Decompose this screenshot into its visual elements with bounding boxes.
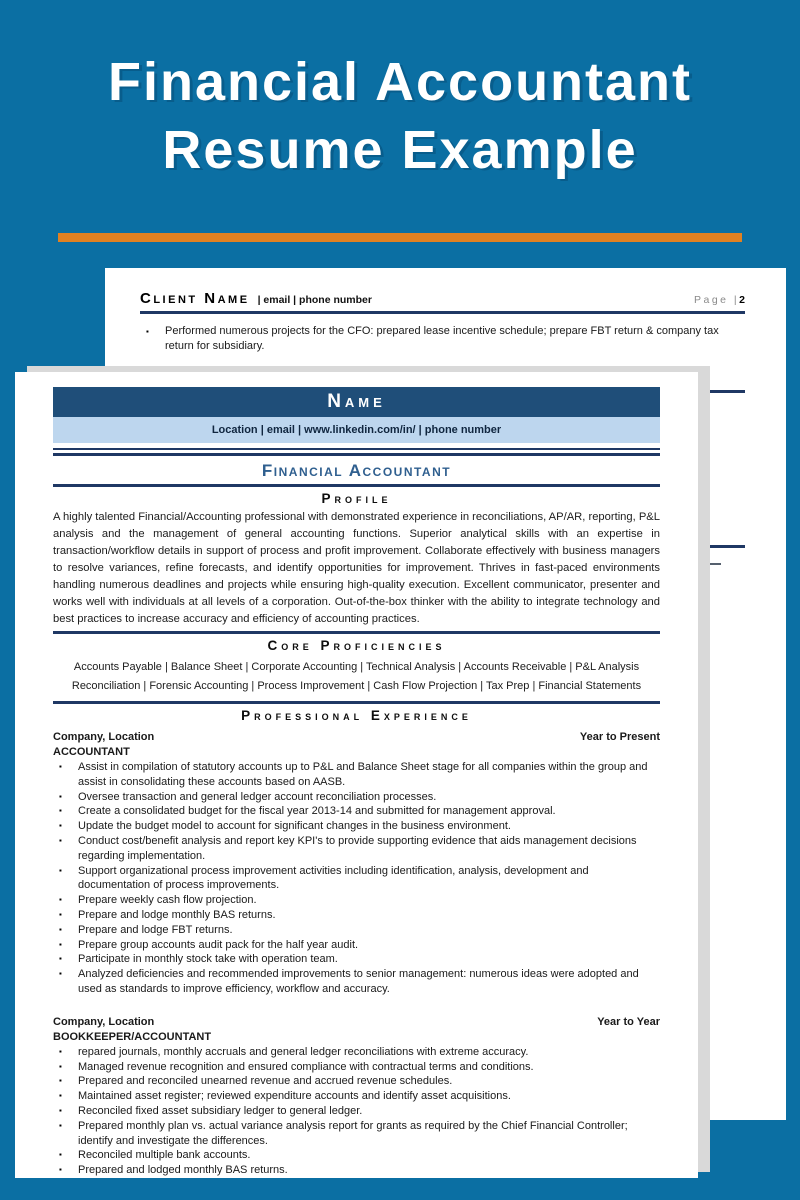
profile-heading: Profile <box>321 491 392 506</box>
poster-title-line-2: Resume Example <box>162 120 638 180</box>
page-indicator <box>694 294 745 306</box>
profile-paragraph: A highly talented Financial/Accounting professional with demonstrated experience in reconciliations, AP/AR, reporting, P&L analysis and the management of general accounting functions. Superior analytical skills with an expertise in transaction/workflow details in support of process and profit improvement. Collaborate effectively with business managers to resolve variances, refine forecasts, and identify opportunities for improvement. Thrives in fast-paced environments handling numerous deadlines and projects while ensuring high-quality execution. Excellent communicator, presenter and works well with individuals at all levels of a corporation. Out-of-the-box thinker with the ability to integrate technology and best practices to increase accuracy and efficiency of accounting practices. <box>53 511 660 625</box>
bullet-item: ▪ Prepare group accounts audit pack for the half year audit. <box>53 938 660 953</box>
client-name: Client Name <box>140 290 250 307</box>
bullet-item: ▪ Maintained asset register; reviewed expenditure accounts and identify asset acquisitions. <box>53 1089 660 1104</box>
bullet-item: ▪ Reconciled fixed asset subsidiary ledger to general ledger. <box>53 1104 660 1119</box>
bullet-item: ▪ Oversee transaction and general ledger account reconciliation processes. <box>53 790 660 805</box>
page-indicator-label: Page | <box>693 294 740 306</box>
page2-bullet-list <box>140 324 745 355</box>
bullet-item: ▪ Conduct cost/benefit analysis and report key KPI's to provide supporting evidence that aids management decisions regarding implementation. <box>53 834 660 864</box>
page2-header <box>140 290 745 307</box>
contact-line: Location | email | www.linkedin.com/in/ | phone number <box>211 424 502 436</box>
section-rule <box>53 631 660 634</box>
orange-divider-bar <box>58 233 742 242</box>
job-entry-accountant <box>53 730 660 997</box>
job-dates: Year to Present <box>579 731 660 743</box>
page2-line-fragment <box>710 563 721 565</box>
bullet-item: ▪ Create a consolidated budget for the fiscal year 2013-14 and submitted for management approval. <box>53 804 660 819</box>
bullet-item: ▪ Update the budget model to account for significant changes in the business environment. <box>53 819 660 834</box>
job-dates: Year to Year <box>597 1015 660 1028</box>
poster-title <box>0 48 800 184</box>
double-rule <box>53 448 660 456</box>
job-header <box>53 1015 660 1030</box>
job-company: Company, Location <box>53 731 155 743</box>
role-title: Financial Accountant <box>261 461 452 480</box>
bullet-item: ▪ Performed numerous projects for the CFO: prepared lease incentive schedule; prepare FBT return & company tax return for subsidiary. <box>140 324 745 355</box>
bullet-item: ▪ Prepare weekly cash flow projection. <box>53 893 660 908</box>
section-rule <box>53 484 660 487</box>
job-header <box>53 730 660 745</box>
job-entry-bookkeeper <box>53 1015 660 1178</box>
contact-banner <box>53 417 660 443</box>
page-indicator-number: 2 <box>739 294 745 306</box>
client-contact: | email | phone number <box>257 294 372 306</box>
job-company: Company, Location <box>53 1015 155 1028</box>
job-bullet-list <box>53 1045 660 1178</box>
candidate-name: Name <box>327 391 386 412</box>
job-spacer <box>53 997 660 1009</box>
job-bullet-list <box>53 760 660 997</box>
section-rule <box>53 701 660 704</box>
bullet-item: ▪ Prepare and lodge FBT returns. <box>53 923 660 938</box>
bullet-item: ▪ Prepared monthly plan vs. actual variance analysis report for grants as required by the Chief Financial Controller; identify and investigate the differences. <box>53 1119 660 1149</box>
bullet-item: ▪ Prepared and lodged monthly BAS returns. <box>53 1163 660 1178</box>
job-title: BOOKKEEPER/ACCOUNTANT <box>53 1030 212 1043</box>
header-underline <box>140 311 745 314</box>
poster-title-line-1: Financial Accountant <box>107 52 693 112</box>
core-proficiencies-line-1: Accounts Payable | Balance Sheet | Corporate Accounting | Technical Analysis | Accounts Receivable | P&L Analysis <box>73 661 640 673</box>
bullet-item: ▪ Prepared and reconciled unearned revenue and accrued revenue schedules. <box>53 1074 660 1089</box>
bullet-item: ▪ Support organizational process improvement activities including identification, analysis, development and documentation of process improvements. <box>53 864 660 894</box>
core-proficiencies <box>53 658 660 696</box>
bullet-item: ▪ Managed revenue recognition and ensured compliance with contractual terms and conditions. <box>53 1060 660 1075</box>
name-banner <box>53 387 660 417</box>
bullet-item: ▪ Participate in monthly stock take with operation team. <box>53 952 660 967</box>
resume-page-1 <box>15 372 698 1178</box>
core-proficiencies-line-2: Reconciliation | Forensic Accounting | Process Improvement | Cash Flow Projection | Tax Prep | Financial Statements <box>71 680 642 692</box>
job-title: ACCOUNTANT <box>53 746 130 758</box>
bullet-item: ▪ Reconciled multiple bank accounts. <box>53 1148 660 1163</box>
experience-heading: Professional Experience <box>241 708 472 723</box>
bullet-item: ▪ Prepare and lodge monthly BAS returns. <box>53 908 660 923</box>
bullet-item: ▪ repared journals, monthly accruals and general ledger reconciliations with extreme accuracy. <box>53 1045 660 1060</box>
core-proficiencies-heading: Core Proficiencies <box>267 638 446 653</box>
bullet-item: ▪ Analyzed deficiencies and recommended improvements to senior management: numerous ideas were adopted and used as standards to improve efficiency, workflow and accuracy. <box>53 967 660 997</box>
bullet-item: ▪ Assist in compilation of statutory accounts up to P&L and Balance Sheet stage for all companies within the group and assist in consolidating these accounts based on AASB. <box>53 760 660 790</box>
